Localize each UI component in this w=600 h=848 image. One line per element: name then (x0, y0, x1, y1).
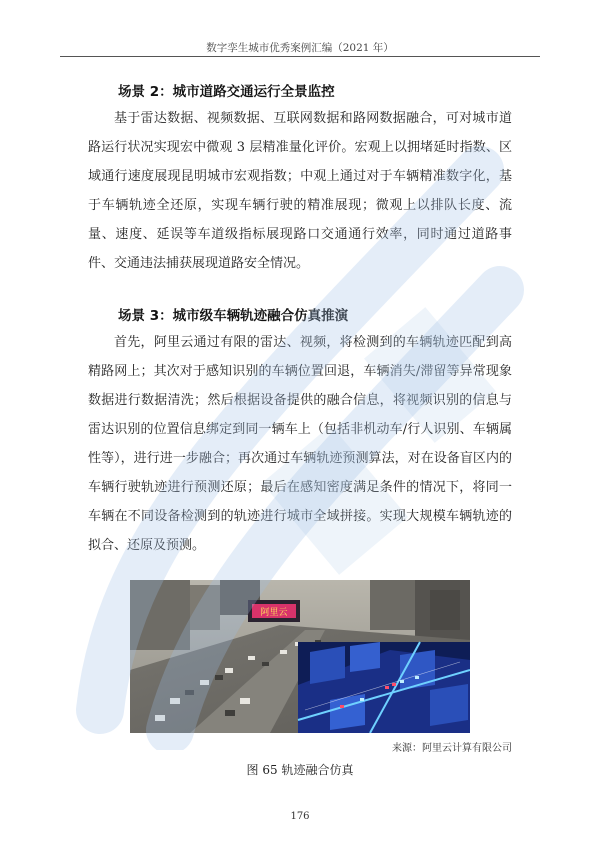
scene3-heading: 场景 3：城市级车辆轨迹融合仿真推演 (118, 308, 349, 324)
digital-twin-inset (298, 642, 470, 733)
figure-caption: 图 65 轨迹融合仿真 (246, 763, 354, 777)
city-traffic-photo (130, 580, 470, 733)
page-number: 176 (290, 811, 310, 822)
scene3-paragraph: 首先，阿里云通过有限的雷达、视频，将检测到的车辆轨迹匹配到高精路网上；其次对于感知识别的车辆位置回退，车辆消失/滞留等异常现象数据进行数据清洗；然后根据设备提供的融合信息，将视频识别的信息与雷达识别的位置信息绑定到同一辆车上（包括非机动车/行人识别、车辆属性等），进行进一步融合；再次通过车辆轨迹预测算法，对在设备盲区内的车辆行驶轨迹进行预测还原；最后在感知密度满足条件的情况下，将同一车辆在不同设备检测到的轨迹进行城市全域拼接。实现大规模车辆轨迹的拟合、还原及预测。 (88, 335, 512, 553)
billboard-text: 阿里云 (260, 608, 288, 618)
trajectory-fusion-figure (130, 580, 470, 733)
running-header: 数字孪生城市优秀案例汇编（2021 年） (206, 42, 394, 54)
figure-source: 来源：阿里云计算有限公司 (392, 743, 512, 754)
scene2-heading: 场景 2：城市道路交通运行全景监控 (118, 84, 335, 100)
scene2-paragraph: 基于雷达数据、视频数据、互联网数据和路网数据融合，可对城市道路运行状况实现宏中微观 3 层精准量化评价。宏观上以拥堵延时指数、区域通行速度展现昆明城市宏观指数；中观上通过对于车辆精准数字化，基于车辆轨迹全还原，实现车辆行驶的精准展现；微观上以排队长度、流量、速度、延误等车道级指标展现路口交通通行效率，同时通过道路事件、交通违法捕获展现道路安全情况。 (88, 111, 512, 271)
header-rule (60, 56, 540, 57)
